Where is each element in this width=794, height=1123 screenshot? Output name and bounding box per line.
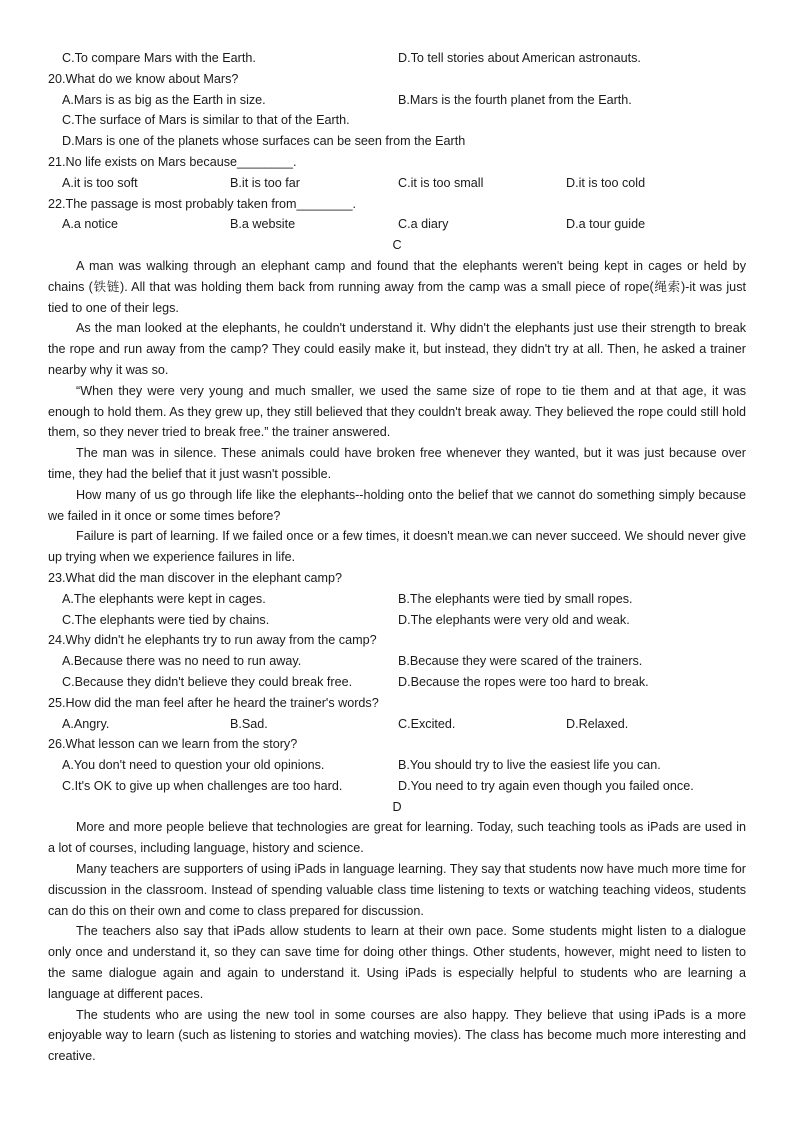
q25-stem: 25.How did the man feel after he heard the trainer's words?	[48, 695, 379, 710]
q24-option-b: B.Because they were scared of the trainers.	[398, 654, 643, 669]
section-c-paragraph: The man was in silence. These animals could have broken free whenever they wanted, but it was just because over time, they had the belief that it just wasn't possible.	[48, 446, 746, 481]
q20-options-row-3	[48, 131, 746, 152]
q23-option-d: D.The elephants were very old and weak.	[398, 612, 630, 627]
section-d-paragraph: Many teachers are supporters of using iPads in language learning. They say that students now have much more time for discussion in the classroom. Instead of spending valuable class time listening to texts or watching teaching videos, students can do this on their own and come to class prepared for discussion.	[48, 862, 746, 918]
q24-option-a: A.Because there was no need to run away.	[62, 654, 302, 669]
section-d-paragraph: The teachers also say that iPads allow students to learn at their own pace. Some students might listen to a dialogue only once and understand it, so they can save time for doing other things. Other students, however, might need to listen to the same dialogue again and again to understand it. Using iPads is especially helpful to students who are learning a language at different paces.	[48, 924, 746, 1001]
q23-option-b: B.The elephants were tied by small ropes.	[398, 591, 633, 606]
q24-options-row-1	[48, 651, 746, 672]
q20-option-a: A.Mars is as big as the Earth in size.	[62, 92, 266, 107]
q24-stem: 24.Why didn't he elephants try to run away from the camp?	[48, 633, 377, 648]
q20-option-d: D.Mars is one of the planets whose surfaces can be seen from the Earth	[62, 134, 466, 149]
q25-options-row	[48, 714, 746, 735]
q21-option-a: A.it is too soft	[62, 175, 138, 190]
q25-option-a: A.Angry.	[62, 716, 110, 731]
q20-stem: 20.What do we know about Mars?	[48, 71, 239, 86]
q25-option-c: C.Excited.	[398, 716, 456, 731]
q23-options-row-1	[48, 589, 746, 610]
section-c-heading: C	[392, 238, 402, 253]
q24-option-c: C.Because they didn't believe they could break free.	[62, 674, 353, 689]
q21-option-c: C.it is too small	[398, 175, 484, 190]
q22-stem: 22.The passage is most probably taken from________.	[48, 196, 357, 211]
q22-option-c: C.a diary	[398, 217, 449, 232]
q26-stem: 26.What lesson can we learn from the story?	[48, 737, 298, 752]
section-c-paragraph: A man was walking through an elephant camp and found that the elephants weren't being kept in cages or held by chains (铁链). All that was holding them back from running away from the camp was a small piece of rope(绳索)-it was just tied to one of their legs.	[48, 258, 746, 315]
q22-options-row	[48, 214, 746, 235]
q19-options-row-2	[48, 48, 746, 69]
exam-page	[48, 48, 746, 1067]
section-d-paragraph: The students who are using the new tool in some courses are also happy. They believe that using iPads is a more enjoyable way to learn (such as listening to stories and watching movies). The class has become much more interesting and creative.	[48, 1007, 746, 1064]
section-c-paragraph: Failure is part of learning. If we failed once or a few times, it doesn't mean.we can never succeed. We should never give up trying when we experience failures in life.	[48, 529, 746, 565]
q21-options-row	[48, 173, 746, 194]
q22-option-b: B.a website	[230, 217, 296, 232]
q23-options-row-2	[48, 610, 746, 631]
section-c-paragraph: As the man looked at the elephants, he couldn't understand it. Why didn't the elephants just use their strength to break the rope and run away from the camp? They could easily make it, but instead, they didn't try at all. Then, he asked a trainer nearby why it was so.	[48, 321, 746, 377]
q26-option-d: D.You need to try again even though you failed once.	[398, 778, 694, 793]
section-d-paragraph: More and more people believe that technologies are great for learning. Today, such teaching tools as iPads are used in a lot of courses, including language, history and science.	[48, 820, 746, 856]
q21-option-d: D.it is too cold	[566, 175, 646, 190]
section-c-paragraph: How many of us go through life like the elephants--holding onto the belief that we cannot do something simply because we failed in it once or some times before?	[48, 487, 746, 523]
q20-option-b: B.Mars is the fourth planet from the Earth.	[398, 92, 632, 107]
q20-option-c: C.The surface of Mars is similar to that of the Earth.	[62, 113, 350, 128]
q22-option-a: A.a notice	[62, 217, 119, 232]
q23-stem: 23.What did the man discover in the elephant camp?	[48, 570, 343, 585]
section-d-heading: D	[392, 799, 402, 814]
q26-option-c: C.It's OK to give up when challenges are too hard.	[62, 778, 343, 793]
q26-options-row-1	[48, 755, 746, 776]
q26-option-b: B.You should try to live the easiest life you can.	[398, 758, 661, 773]
q23-option-c: C.The elephants were tied by chains.	[62, 612, 270, 627]
q23-option-a: A.The elephants were kept in cages.	[62, 591, 266, 606]
q21-stem: 21.No life exists on Mars because________.	[48, 154, 297, 169]
q26-option-a: A.You don't need to question your old opinions.	[62, 758, 325, 773]
q24-option-d: D.Because the ropes were too hard to break.	[398, 674, 649, 689]
q26-options-row-2	[48, 776, 746, 797]
q25-option-b: B.Sad.	[230, 716, 268, 731]
q19-option-d: D.To tell stories about American astronauts.	[398, 51, 641, 65]
section-c-paragraph: “When they were very young and much smaller, we used the same size of rope to tie them and at that age, it was enough to hold them. As they grew up, they still believed that they couldn't break away. They believed the rope could still hold them, so they never tried to break free.” the trainer answered.	[48, 383, 746, 440]
q22-option-d: D.a tour guide	[566, 217, 646, 232]
q20-options-row-2	[48, 110, 746, 131]
q20-options-row-1	[48, 90, 746, 111]
q25-option-d: D.Relaxed.	[566, 716, 629, 731]
q24-options-row-2	[48, 672, 746, 693]
q19-option-c: C.To compare Mars with the Earth.	[62, 51, 256, 65]
q21-option-b: B.it is too far	[230, 175, 300, 190]
